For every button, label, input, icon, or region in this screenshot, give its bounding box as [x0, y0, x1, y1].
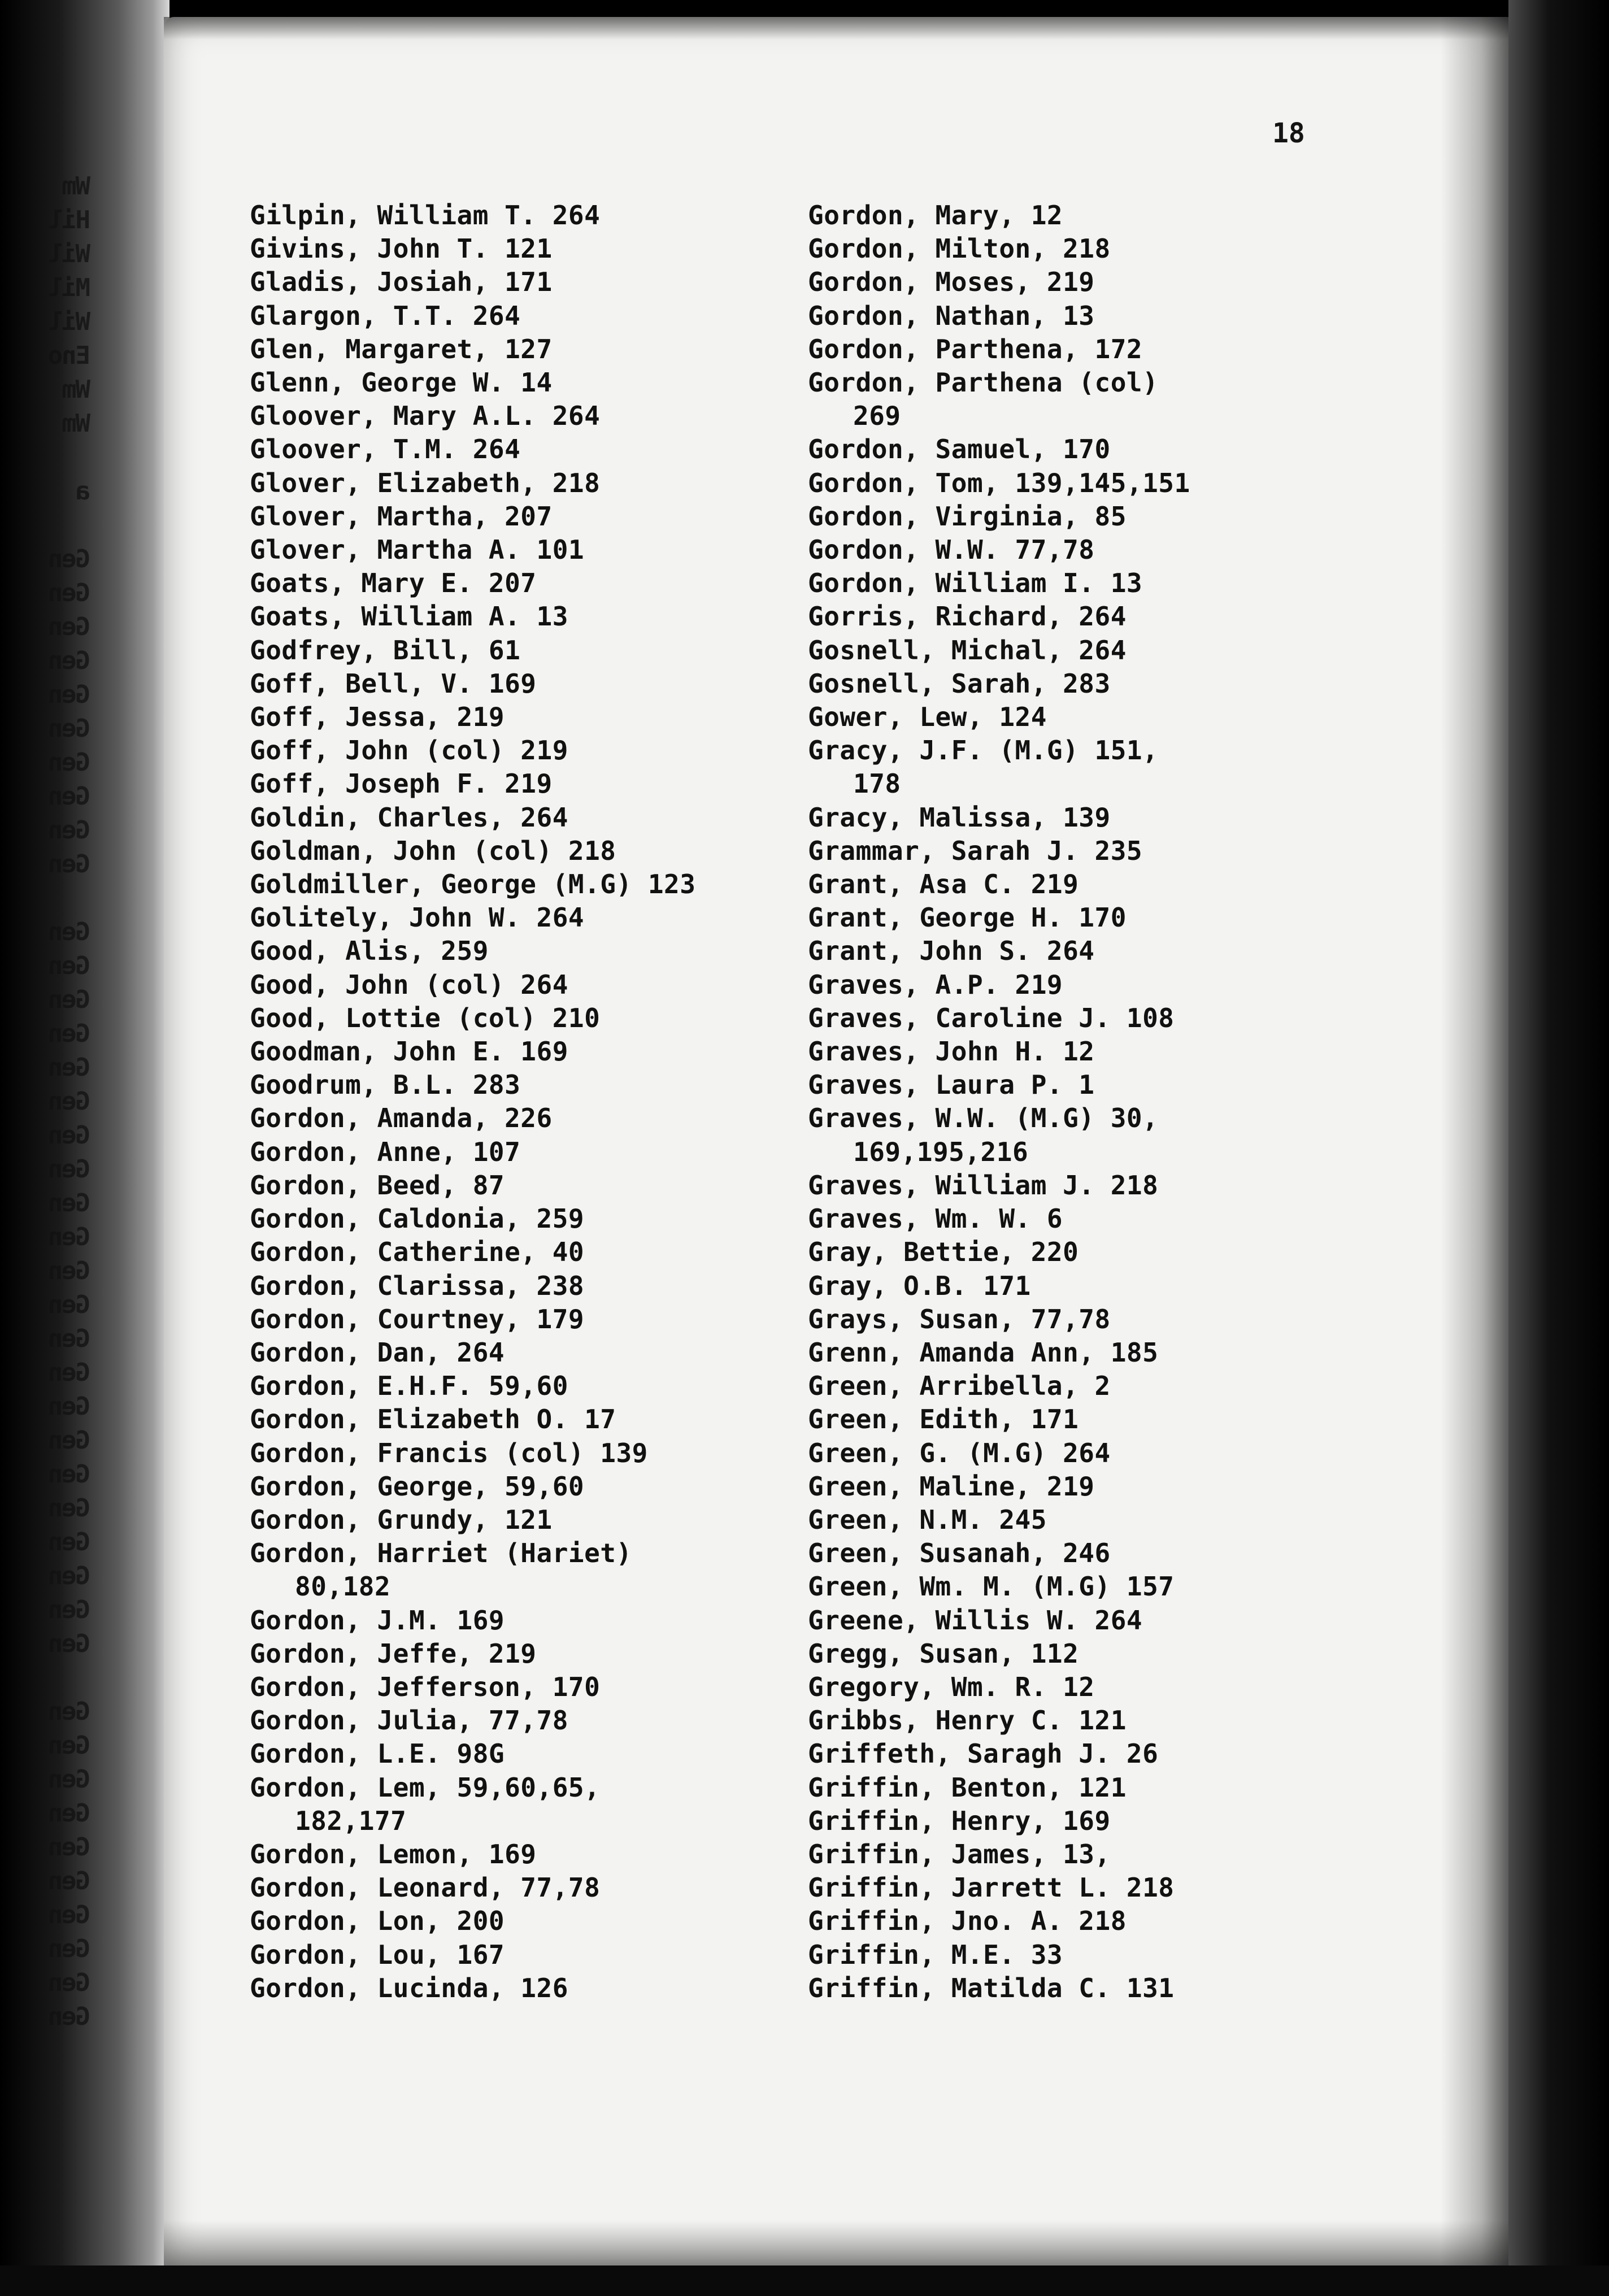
- index-entry: Gilpin, William T. 264: [250, 200, 601, 231]
- index-entry: Grant, George H. 170: [808, 902, 1127, 933]
- bleed-through-fragment: a: [76, 477, 90, 506]
- bleed-through-fragment: Gen: [49, 1595, 90, 1624]
- index-entry: Goff, Bell, V. 169: [250, 668, 537, 699]
- index-entry: Gordon, E.H.F. 59,60: [250, 1371, 568, 1402]
- bleed-through-fragment: [0, 881, 90, 915]
- index-entry: Grant, John S. 264: [808, 936, 1095, 967]
- bleed-through-fragment: Gen: [49, 1392, 90, 1421]
- bleed-through-fragment: Gen: [49, 1189, 90, 1217]
- index-entry: Green, Susanah, 246: [808, 1538, 1111, 1569]
- index-entry: Gordon, Francis (col) 139: [250, 1437, 648, 1468]
- page-bottom-shadow: [164, 2220, 1508, 2265]
- bleed-through-fragment: Gen: [49, 1019, 90, 1048]
- index-entry: Gosnell, Sarah, 283: [808, 668, 1111, 699]
- bleed-through-fragment: Gen: [49, 1697, 90, 1726]
- index-entry: Green, Arribella, 2: [808, 1371, 1111, 1402]
- index-entry: Gordon, Lemon, 169: [250, 1838, 537, 1869]
- index-entry: Graves, Wm. W. 6: [808, 1203, 1063, 1234]
- bleed-through-fragment: Gen: [49, 850, 90, 879]
- index-entry: Gower, Lew, 124: [808, 702, 1047, 733]
- index-page: [164, 17, 1508, 2265]
- index-entry: Godfrey, Bill, 61: [250, 634, 521, 666]
- bleed-through-fragment: Gen: [49, 985, 90, 1014]
- index-entry: Gordon, Lem, 59,60,65,: [250, 1772, 601, 1803]
- bleed-through-fragment: Hil: [49, 206, 90, 234]
- index-entry: Griffin, Jarrett L. 218: [808, 1872, 1175, 1903]
- bleed-through-fragment: Gen: [49, 1426, 90, 1455]
- scan-bottom-edge: [0, 2265, 1609, 2296]
- bleed-through-fragment: Gen: [49, 1460, 90, 1489]
- index-entry: Green, Maline, 219: [808, 1471, 1095, 1502]
- index-entry: Gordon, Samuel, 170: [808, 434, 1111, 465]
- bleed-through-fragment: Gen: [49, 1629, 90, 1658]
- index-entry: Griffin, M.E. 33: [808, 1939, 1063, 1970]
- bleed-through-fragment: Gen: [49, 1358, 90, 1387]
- index-entry: Gladis, Josiah, 171: [250, 267, 553, 298]
- bleed-through-fragment: Gen: [49, 646, 90, 675]
- bleed-through-fragment: [0, 508, 90, 542]
- index-entry: Gordon, Mary, 12: [808, 200, 1063, 231]
- bleed-through-fragment: Gen: [49, 816, 90, 845]
- index-entry: Graves, William J. 218: [808, 1169, 1159, 1201]
- index-entry: Goff, Jessa, 219: [250, 702, 505, 733]
- index-entry: Griffin, Jno. A. 218: [808, 1906, 1127, 1937]
- bleed-through-fragment: Gen: [49, 1867, 90, 1895]
- index-entry: Gracy, Malissa, 139: [808, 802, 1111, 833]
- bleed-through-fragment: Gen: [49, 782, 90, 811]
- bleed-through-fragment: Gen: [49, 579, 90, 607]
- bleed-through-fragment: [0, 441, 90, 475]
- index-entry: Glenn, George W. 14: [250, 367, 553, 398]
- index-entry: Glover, Martha A. 101: [250, 534, 585, 566]
- index-entry: Goldman, John (col) 218: [250, 835, 616, 866]
- index-entry: Gloover, T.M. 264: [250, 434, 521, 465]
- index-entry: Gordon, Lucinda, 126: [250, 1972, 568, 2003]
- bleed-through-fragment: Wm: [63, 172, 90, 201]
- index-entry: Good, Lottie (col) 210: [250, 1002, 601, 1033]
- index-entry: Griffeth, Saragh J. 26: [808, 1738, 1159, 1769]
- index-entry: Gorris, Richard, 264: [808, 601, 1127, 632]
- index-entry: Griffin, Henry, 169: [808, 1805, 1111, 1836]
- index-entry: Gordon, Lon, 200: [250, 1906, 505, 1937]
- index-entry: Goff, Joseph F. 219: [250, 768, 553, 799]
- bleed-through-fragment: Gen: [49, 1324, 90, 1353]
- index-entry: Gordon, Anne, 107: [250, 1136, 521, 1167]
- index-entry: 169,195,216: [853, 1136, 1029, 1167]
- index-entry: 178: [853, 768, 901, 799]
- index-entry: Gordon, Dan, 264: [250, 1337, 505, 1368]
- bleed-through-fragment: Gen: [49, 1528, 90, 1556]
- bleed-through-fragment: Gen: [49, 1968, 90, 1997]
- index-column-left: [250, 199, 826, 2005]
- index-entry: Greene, Willis W. 264: [808, 1604, 1143, 1636]
- index-entry: Green, N.M. 245: [808, 1504, 1047, 1535]
- index-entry: Goldmiller, George (M.G) 123: [250, 869, 696, 900]
- index-entry: Glen, Margaret, 127: [250, 333, 553, 364]
- bleed-through-fragment: Gen: [49, 1155, 90, 1184]
- index-entry: Gordon, Virginia, 85: [808, 501, 1127, 532]
- index-entry: Graves, A.P. 219: [808, 969, 1063, 1000]
- bleed-through-fragment: Gen: [49, 951, 90, 980]
- bleed-through-fragment: Gen: [49, 1053, 90, 1082]
- index-entry: Gordon, Tom, 139,145,151: [808, 467, 1190, 498]
- scan-right-edge: [1508, 0, 1609, 2296]
- bleed-through-fragment: Gen: [49, 1087, 90, 1116]
- bleed-through-fragment: Wil: [49, 240, 90, 268]
- index-entry: Gordon, Beed, 87: [250, 1169, 505, 1201]
- index-entry: Glover, Elizabeth, 218: [250, 467, 601, 498]
- index-entry: Gordon, George, 59,60: [250, 1471, 585, 1502]
- index-entry: Gordon, L.E. 98G: [250, 1738, 505, 1769]
- bleed-through-fragment: Gen: [49, 917, 90, 946]
- index-entry: Gordon, Leonard, 77,78: [250, 1872, 601, 1903]
- bleed-through-fragment: Gen: [49, 1121, 90, 1150]
- index-entry: Gordon, Moses, 219: [808, 267, 1095, 298]
- index-entry: Gordon, Catherine, 40: [250, 1237, 585, 1268]
- bleed-through-fragment: Gen: [49, 1562, 90, 1590]
- bleed-through-fragment: Gen: [49, 1901, 90, 1929]
- index-entry: Goats, William A. 13: [250, 601, 568, 632]
- index-entry: Green, Wm. M. (M.G) 157: [808, 1571, 1175, 1602]
- index-entry: Gregory, Wm. R. 12: [808, 1671, 1095, 1702]
- bleed-through-fragment: Gen: [49, 545, 90, 573]
- index-entry: Gordon, Caldonia, 259: [250, 1203, 585, 1234]
- page-binding-shadow: [1441, 17, 1508, 2265]
- index-entry: Gordon, Elizabeth O. 17: [250, 1404, 616, 1435]
- bleed-through-fragment: Gen: [49, 1256, 90, 1285]
- index-entry: Gordon, Jefferson, 170: [250, 1671, 601, 1702]
- index-entry: Gribbs, Henry C. 121: [808, 1705, 1127, 1736]
- index-entry: Goodman, John E. 169: [250, 1036, 568, 1067]
- index-entry: Gordon, Courtney, 179: [250, 1303, 585, 1334]
- index-entry: Graves, Laura P. 1: [808, 1069, 1095, 1101]
- bleed-through-fragment: Mil: [49, 273, 90, 302]
- bleed-through-fragment: Gen: [49, 2002, 90, 2031]
- index-entry: Gordon, Nathan, 13: [808, 300, 1095, 331]
- index-entry: Gordon, Harriet (Hariet): [250, 1538, 632, 1569]
- index-entry: Goats, Mary E. 207: [250, 568, 537, 599]
- index-entry: Grays, Susan, 77,78: [808, 1303, 1111, 1334]
- index-entry: Glover, Martha, 207: [250, 501, 553, 532]
- bleed-through-fragment: Gen: [49, 748, 90, 777]
- index-entry: Griffin, James, 13,: [808, 1838, 1111, 1869]
- index-entry: Gloover, Mary A.L. 264: [250, 401, 601, 432]
- bleed-through-fragment: Gen: [49, 1799, 90, 1828]
- bleed-through-fragment: Wm: [63, 409, 90, 438]
- index-entry: Graves, John H. 12: [808, 1036, 1095, 1067]
- index-entry: Gordon, Grundy, 121: [250, 1504, 553, 1535]
- index-entry: Golitely, John W. 264: [250, 902, 585, 933]
- index-entry: Griffin, Benton, 121: [808, 1772, 1127, 1803]
- page-number: 18: [1272, 118, 1305, 149]
- index-entry: Gordon, Jeffe, 219: [250, 1638, 537, 1669]
- index-entry: Gordon, Milton, 218: [808, 233, 1111, 264]
- index-entry: Gregg, Susan, 112: [808, 1638, 1079, 1669]
- bleed-through-fragment: [0, 1661, 90, 1695]
- index-entry: Gordon, Parthena (col): [808, 367, 1159, 398]
- index-entry: Gordon, J.M. 169: [250, 1604, 505, 1636]
- index-entry: Good, John (col) 264: [250, 969, 568, 1000]
- index-entry: 182,177: [295, 1805, 407, 1836]
- bleed-through-fragment: Gen: [49, 1731, 90, 1760]
- index-entry: Gray, O.B. 171: [808, 1270, 1031, 1301]
- bleed-through-fragment: Gen: [49, 1765, 90, 1794]
- index-entry: Goodrum, B.L. 283: [250, 1069, 521, 1101]
- page-top-shadow: [164, 17, 1508, 40]
- index-entry: Grenn, Amanda Ann, 185: [808, 1337, 1159, 1368]
- bleed-through-fragment: Eno: [49, 341, 90, 370]
- bleed-through-fragment: Gen: [49, 1223, 90, 1251]
- index-entry: 269: [853, 401, 901, 432]
- bleed-through-fragment: Gen: [49, 1290, 90, 1319]
- index-entry: Gracy, J.F. (M.G) 151,: [808, 735, 1159, 766]
- index-entry: Gordon, W.W. 77,78: [808, 534, 1095, 566]
- bleed-through-fragment: Gen: [49, 714, 90, 743]
- index-entry: Gordon, Parthena, 172: [808, 333, 1143, 364]
- index-entry: Graves, W.W. (M.G) 30,: [808, 1103, 1159, 1134]
- bleed-through-fragment: Wil: [49, 307, 90, 336]
- bleed-through-fragment: Wm: [63, 375, 90, 404]
- index-entry: Good, Alis, 259: [250, 936, 489, 967]
- index-column-right: [808, 199, 1384, 2005]
- index-entry: Gordon, William I. 13: [808, 568, 1143, 599]
- index-entry: Gordon, Clarissa, 238: [250, 1270, 585, 1301]
- index-entry: Griffin, Matilda C. 131: [808, 1972, 1175, 2003]
- bleed-through-fragment: Gen: [49, 612, 90, 641]
- index-entry: Grant, Asa C. 219: [808, 869, 1079, 900]
- bleed-through-column: [0, 169, 90, 2034]
- index-entry: Gosnell, Michal, 264: [808, 634, 1127, 666]
- index-entry: Gordon, Amanda, 226: [250, 1103, 553, 1134]
- index-entry: Gordon, Julia, 77,78: [250, 1705, 568, 1736]
- bleed-through-fragment: Gen: [49, 680, 90, 709]
- index-entry: Gordon, Lou, 167: [250, 1939, 505, 1970]
- index-entry: Goff, John (col) 219: [250, 735, 568, 766]
- index-entry: Goldin, Charles, 264: [250, 802, 568, 833]
- index-entry: Grammar, Sarah J. 235: [808, 835, 1143, 866]
- index-entry: Green, Edith, 171: [808, 1404, 1079, 1435]
- bleed-through-fragment: Gen: [49, 1934, 90, 1963]
- index-entry: Graves, Caroline J. 108: [808, 1002, 1175, 1033]
- index-entry: 80,182: [295, 1571, 391, 1602]
- index-entry: Givins, John T. 121: [250, 233, 553, 264]
- index-entry: Gray, Bettie, 220: [808, 1237, 1079, 1268]
- bleed-through-fragment: Gen: [49, 1494, 90, 1523]
- bleed-through-fragment: Gen: [49, 1833, 90, 1862]
- index-entry: Green, G. (M.G) 264: [808, 1437, 1111, 1468]
- index-entry: Glargon, T.T. 264: [250, 300, 521, 331]
